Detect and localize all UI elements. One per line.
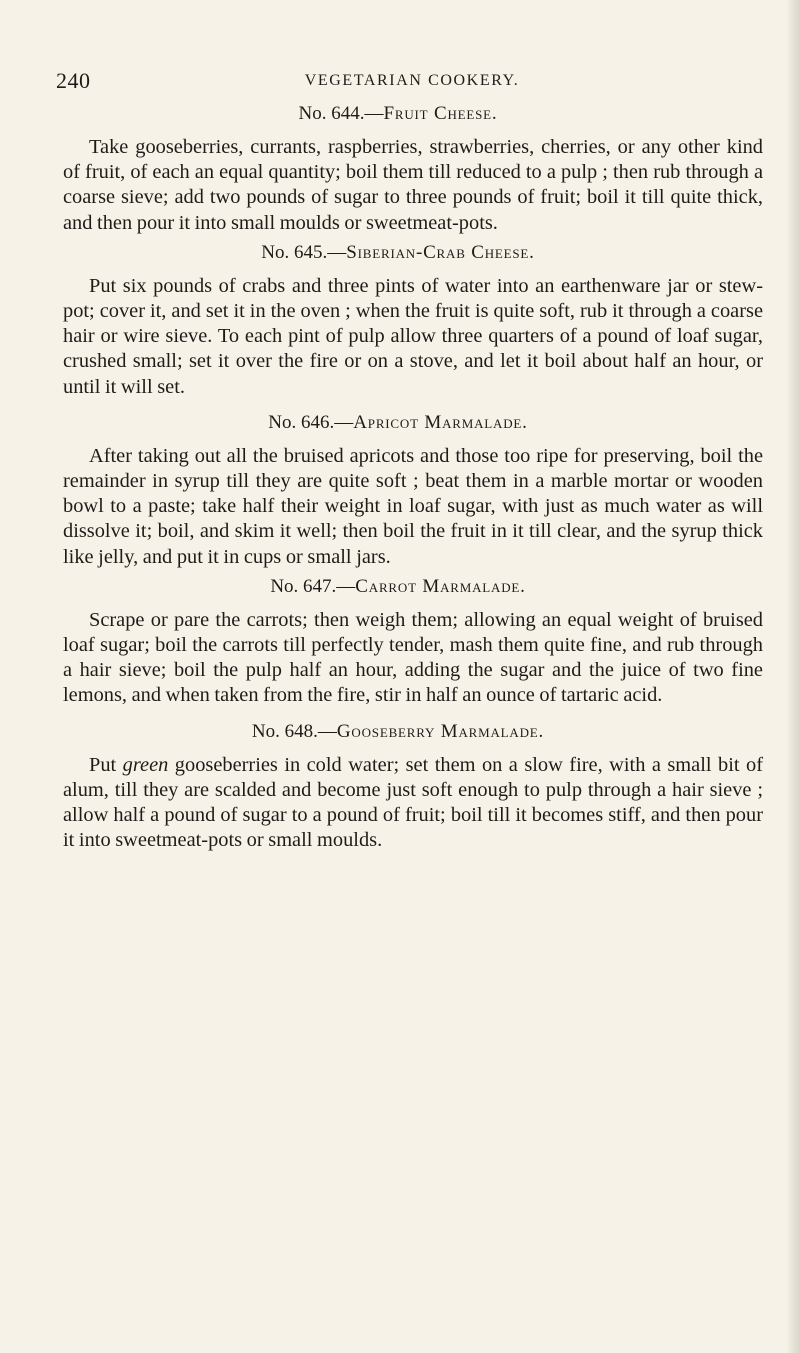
recipe-body: Put six pounds of crabs and three pints of water into an earthenware jar or stew-pot; cover it, and set it in the oven ; when the fruit is quite soft, rub it through a coarse hair or wire sieve. To each pint of pulp allow three quarters of a pound of loaf sugar, crushed small; set it over the fire or on a stove, and let it boil about half an hour, or until it will set. (63, 274, 763, 398)
recipe-body: Scrape or pare the carrots; then weigh them; allowing an equal weight of bruised loaf sugar; boil the carrots till perfectly tender, mash them quite fine, and rub through a hair sieve; boil the pulp half an hour, adding the sugar and the juice of two fine lemons, and when taken from the fire, stir in half an ounce of tartaric acid. (63, 608, 763, 707)
recipe-heading: No. 645.—Siberian-Crab Cheese. (261, 241, 535, 263)
recipe-text-block (63, 101, 763, 853)
recipe-heading: No. 646.—Apricot Marmalade. (268, 411, 528, 433)
recipe-648 (63, 719, 763, 854)
body-text: Put (89, 753, 123, 776)
recipe-number: No. 644. (298, 103, 365, 124)
recipe-number: No. 646. (268, 411, 335, 433)
recipe-646 (63, 410, 763, 570)
emphasis-text: green (122, 753, 169, 776)
running-title: VEGETARIAN COOKERY. (304, 72, 520, 89)
recipe-body: Take gooseberries, currants, raspberries, strawberries, cherries, or any other kind of fruit, of each an equal quantity; boil them till reduced to a pulp ; then rub through a coarse sieve; add two pounds of sugar to three pounds of fruit; boil it till quite thick, and then pour it into small moulds or sweetmeat-pots. (63, 136, 763, 234)
recipe-body: After taking out all the bruised apricots and those too ripe for preserving, boil the remainder in syrup till they are quite soft ; beat them in a marble mortar or wooden bowl to a paste; take half their weight in loaf sugar, with just as much water as will dissolve it; boil, and skim it well; then boil the fruit in it till clear, and the syrup thick like jelly, and put it in cups or small jars. (63, 444, 763, 568)
page-number: 240 (56, 68, 91, 93)
body-text: gooseberries in cold water; set them on a slow fire, with a small bit of alum, till they are scalded and become just soft enough to pulp through a hair sieve ; allow half a pound of sugar to a pound of fruit; boil till it becomes stiff, and then pour it into sweetmeat-pots or small moulds. (63, 753, 763, 852)
recipe-heading: No. 647.—Carrot Marmalade. (270, 575, 526, 597)
page-edge-shadow (786, 0, 800, 1353)
recipe-644 (63, 101, 763, 236)
recipe-645 (63, 240, 763, 400)
recipe-number: No. 645. (261, 241, 328, 263)
running-head (56, 68, 768, 98)
recipe-number: No. 648. (251, 720, 318, 742)
recipe-title: Apricot Marmalade. (353, 411, 528, 433)
spacer (63, 709, 763, 719)
recipe-heading: No. 644.—Fruit Cheese. (298, 103, 498, 124)
recipe-number: No. 647. (270, 575, 337, 597)
recipe-title: Siberian-Crab Cheese. (346, 241, 535, 263)
recipe-647 (63, 574, 763, 709)
recipe-heading: No. 648.—Gooseberry Marmalade. (251, 720, 545, 742)
recipe-title: Fruit Cheese. (383, 103, 498, 124)
recipe-body (63, 753, 763, 854)
spacer (63, 400, 763, 410)
recipe-title: Carrot Marmalade. (355, 575, 526, 597)
recipe-title: Gooseberry Marmalade. (336, 720, 545, 742)
